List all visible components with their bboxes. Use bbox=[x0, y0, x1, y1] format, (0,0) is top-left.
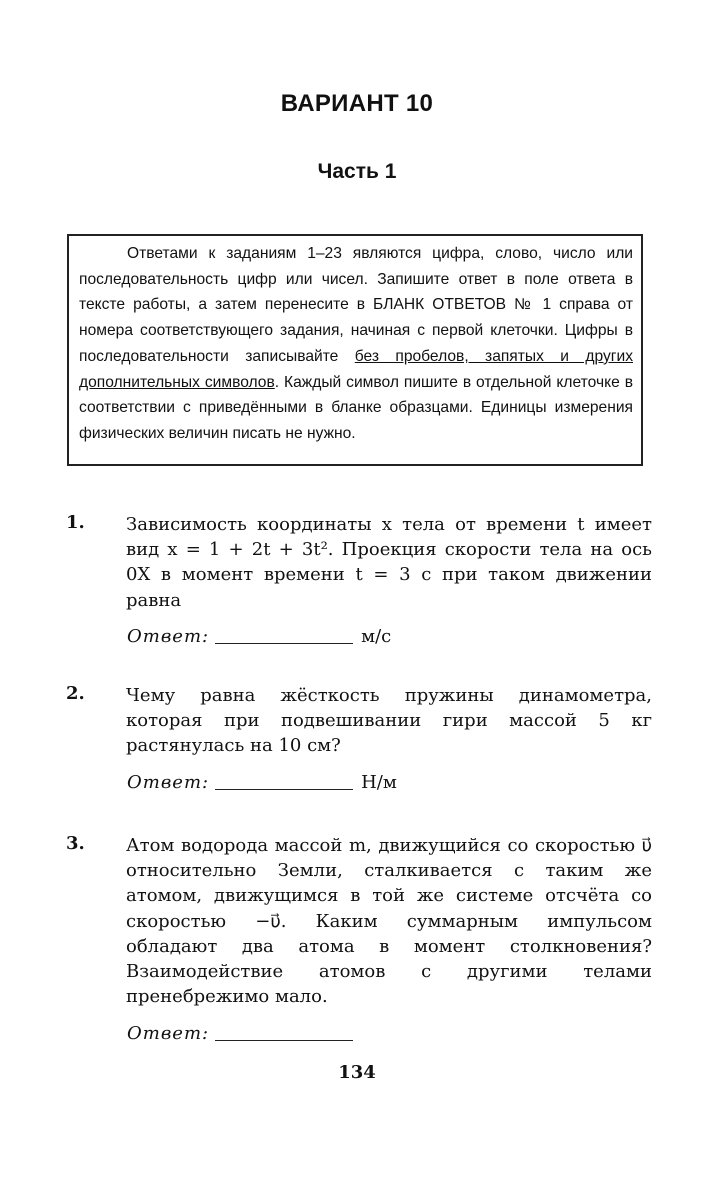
instructions-underlined: без пробелов, запятых и других дополнительных символов bbox=[79, 347, 633, 391]
task-text: Атом водорода массой m, движущийся со скоростью υ⃗ относительно Земли, сталкивается с таким же атомом, движущимся в той же системе отсчёта со скоростью −υ⃗. Каким суммарным импульсом обладают два атома в момент столкновения? Взаимодействие атомов с другими телами пренебрежимо мало. bbox=[126, 835, 652, 1008]
answer-unit: Н/м bbox=[361, 772, 397, 793]
instructions-box bbox=[67, 234, 643, 466]
page-number: 134 bbox=[338, 1062, 376, 1083]
task-text: Чему равна жёсткость пружины динамометра, которая при подвешивании гири массой 5 кг растянулась на 10 см? bbox=[126, 685, 652, 757]
answer-label: Ответ: bbox=[127, 772, 210, 793]
task-number: 3. bbox=[66, 833, 85, 854]
answer-field[interactable] bbox=[215, 1024, 353, 1041]
answer-field[interactable] bbox=[215, 773, 353, 790]
task-2-answer bbox=[127, 772, 397, 793]
part-heading: Часть 1 bbox=[317, 160, 397, 183]
variant-title: ВАРИАНТ 10 bbox=[280, 90, 434, 117]
instructions-text-end: . Каждый символ пишите в отдельной клеточке в соответствии с приведёнными в бланке образцами. Единицы измерения физических величин писать не нужно. bbox=[79, 373, 633, 442]
task-3-answer bbox=[127, 1023, 361, 1044]
instructions-text: Ответами к заданиям 1–23 являются цифра, слово, число или последовательность цифр или чисел. Запишите ответ в поле ответа в тексте работы, а затем перенесите в БЛАНК ОТВЕТОВ № 1 справа от номера соответствующего задания, начиная с первой клеточки. Цифры в последовательности записывайте bbox=[79, 245, 633, 365]
task-1-answer bbox=[127, 626, 391, 647]
answer-unit: м/с bbox=[361, 626, 392, 647]
answer-label: Ответ: bbox=[127, 626, 210, 647]
task-text: Зависимость координаты x тела от времени t имеет вид x = 1 + 2t + 3t². Проекция скорости тела на ось 0X в момент времени t = 3 с при таком движении равна bbox=[126, 514, 652, 611]
answer-label: Ответ: bbox=[127, 1023, 210, 1044]
task-number: 2. bbox=[66, 683, 85, 704]
answer-field[interactable] bbox=[215, 627, 353, 644]
task-number: 1. bbox=[66, 512, 85, 533]
